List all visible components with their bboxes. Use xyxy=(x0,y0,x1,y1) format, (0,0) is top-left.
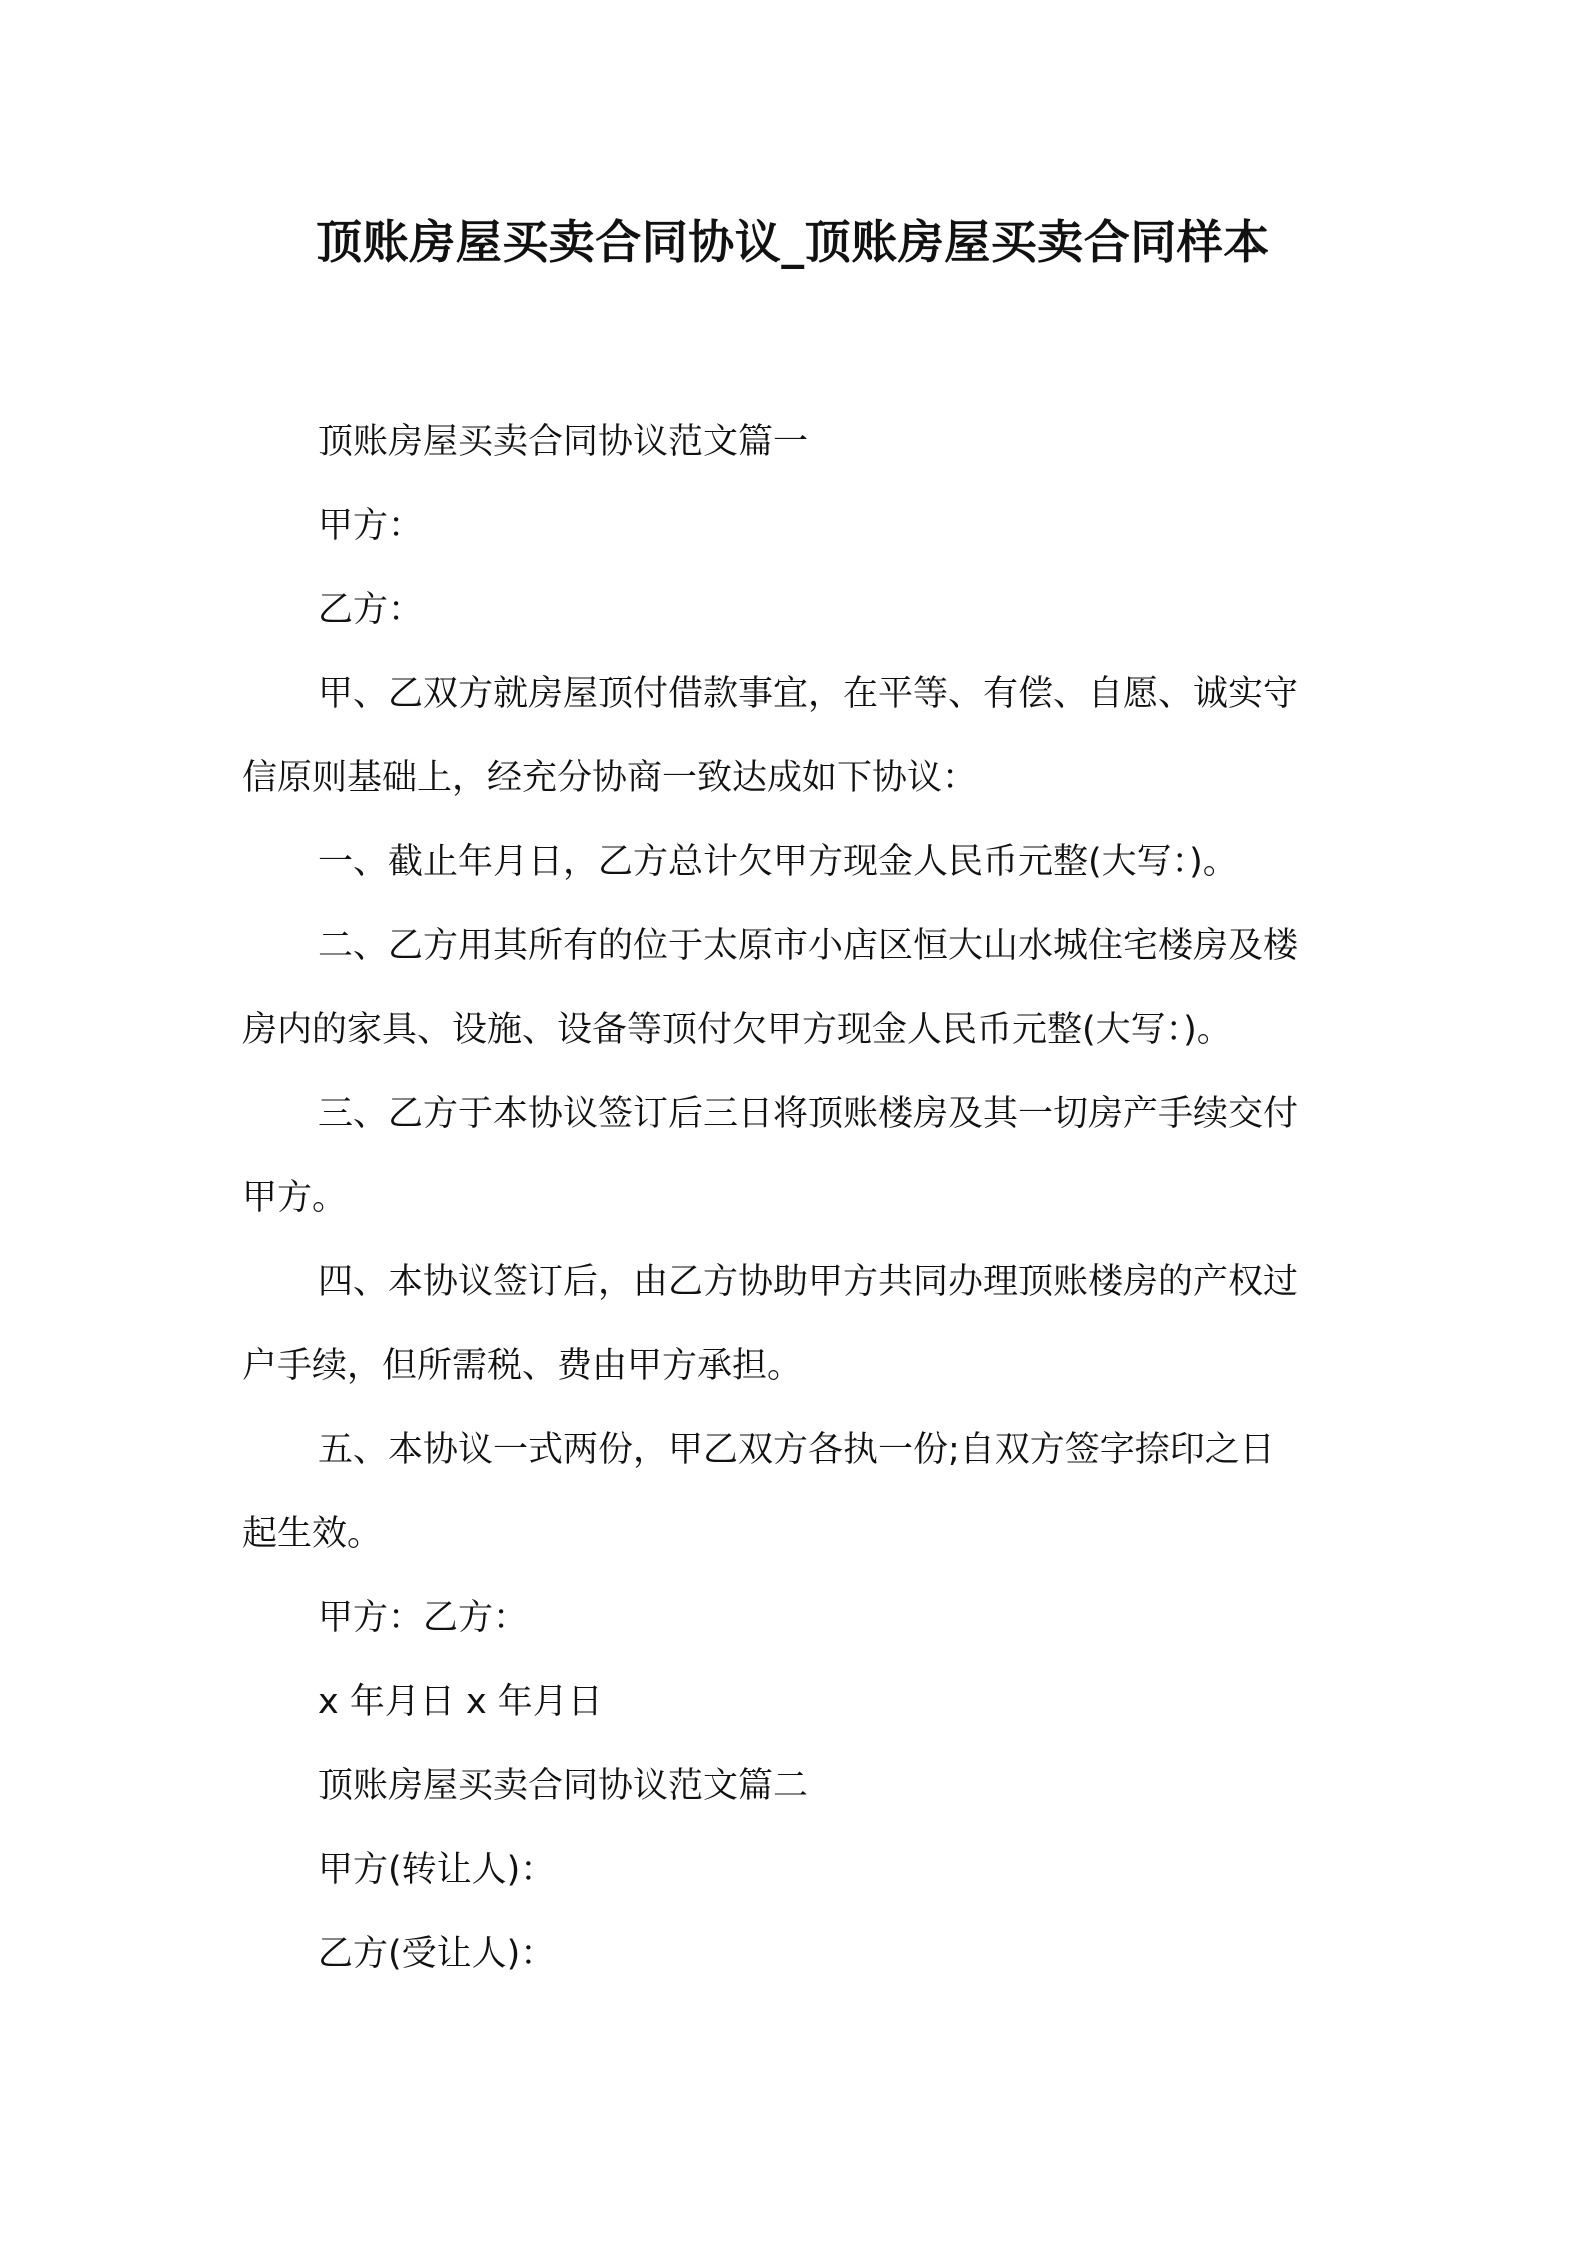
clause-5-line1: 五、本协议一式两份，甲乙双方各执一份;自双方签字捺印之日 xyxy=(318,1430,1275,1470)
clause-2-line1: 二、乙方用其所有的位于太原市小店区恒大山水城住宅楼房及楼 xyxy=(318,926,1299,966)
section1-heading: 顶账房屋买卖合同协议范文篇一 xyxy=(318,422,809,462)
clause-5-line2: 起生效。 xyxy=(242,1514,383,1554)
signature-line: 甲方：乙方： xyxy=(318,1598,529,1638)
clause-4-line2: 户手续，但所需税、费由甲方承担。 xyxy=(242,1346,803,1386)
transferor-label: 甲方(转让人)： xyxy=(318,1850,556,1890)
clause-1: 一、截止年月日，乙方总计欠甲方现金人民币元整(大写：)。 xyxy=(318,842,1238,882)
transferee-label: 乙方(受让人)： xyxy=(318,1934,556,1974)
date-line: x 年月日 x 年月日 xyxy=(318,1682,603,1722)
intro-paragraph-line1: 甲、乙双方就房屋顶付借款事宜，在平等、有偿、自愿、诚实守 xyxy=(318,674,1299,714)
document-body xyxy=(242,400,1362,1996)
clause-4-line1: 四、本协议签订后，由乙方协助甲方共同办理顶账楼房的产权过 xyxy=(318,1262,1299,1302)
document-title: 顶账房屋买卖合同协议_顶账房屋买卖合同样本 xyxy=(316,215,1270,269)
clause-3-line2: 甲方。 xyxy=(242,1178,348,1218)
section2-heading: 顶账房屋买卖合同协议范文篇二 xyxy=(318,1766,809,1806)
clause-3-line1: 三、乙方于本协议签订后三日将顶账楼房及其一切房产手续交付 xyxy=(318,1094,1299,1134)
intro-paragraph-line2: 信原则基础上，经充分协商一致达成如下协议： xyxy=(242,758,978,798)
clause-2-line2: 房内的家具、设施、设备等顶付欠甲方现金人民币元整(大写：)。 xyxy=(242,1010,1232,1050)
party-a-label: 甲方： xyxy=(318,506,424,546)
party-b-label: 乙方： xyxy=(318,590,424,630)
